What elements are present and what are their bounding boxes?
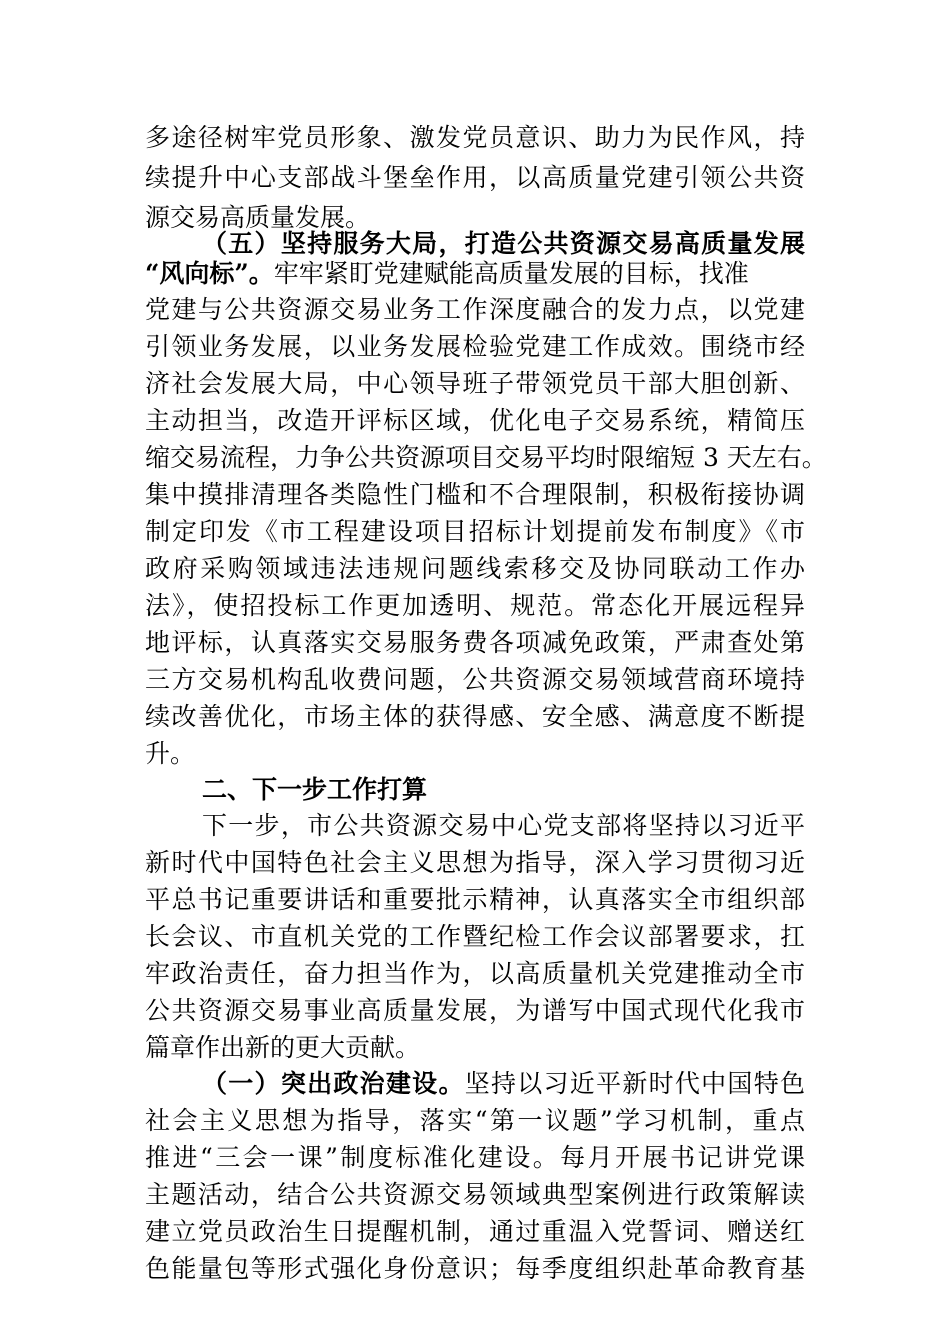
paragraph-line: 升。 <box>145 739 196 768</box>
paragraph-line: 济社会发展大局，中心领导班子带领党员干部大胆创新、 <box>145 369 805 398</box>
paragraph-line: 牢政治责任，奋力担当作为，以高质量机关党建推动全市 <box>145 959 805 988</box>
paragraph-line: 长会议、市直机关党的工作暨纪检工作会议部署要求，扛 <box>145 922 805 951</box>
paragraph-line: 建立党员政治生日提醒机制，通过重温入党誓词、赠送红 <box>145 1217 805 1246</box>
paragraph-line: 地评标，认真落实交易服务费各项减免政策，严肃查处第 <box>145 628 805 657</box>
paragraph-line: 政府采购领域违法违规问题线索移交及协同联动工作办 <box>145 554 805 583</box>
paragraph-line: 推进“三会一课”制度标准化建设。每月开展书记讲党课 <box>145 1143 805 1172</box>
paragraph-line: 主动担当，改造开评标区域，优化电子交易系统，精简压 <box>145 406 805 435</box>
paragraph-line: 集中摸排清理各类隐性门槛和不合理限制，积极衔接协调 <box>145 480 805 509</box>
paragraph-line: 公共资源交易事业高质量发展，为谱写中国式现代化我市 <box>145 996 805 1025</box>
paragraph-line: 制定印发《市工程建设项目招标计划提前发布制度》《市 <box>145 517 805 546</box>
paragraph-line: 篇章作出新的更大贡献。 <box>145 1033 421 1062</box>
paragraph-line: 续提升中心支部战斗堡垒作用，以高质量党建引领公共资 <box>145 163 805 192</box>
paragraph-line: 党建与公共资源交易业务工作深度融合的发力点，以党建 <box>145 295 805 324</box>
subsection-one-text-start: 坚持以习近平新时代中国特色 <box>464 1069 805 1098</box>
paragraph-line: 色能量包等形式强化身份意识；每季度组织赴革命教育基 <box>145 1254 805 1283</box>
paragraph-line: 主题活动，结合公共资源交易领域典型案例进行政策解读 <box>145 1180 805 1209</box>
paragraph-line: 法》，使招投标工作更加透明、规范。常态化开展远程异 <box>145 591 805 620</box>
paragraph-line: 下一步，市公共资源交易中心党支部将坚持以习近平 <box>202 811 805 840</box>
section-five-heading: （五）坚持服务大局，打造公共资源交易高质量发展 <box>202 229 805 258</box>
paragraph-line: 平总书记重要讲话和重要批示精神，认真落实全市组织部 <box>145 885 805 914</box>
paragraph-line: 社会主义思想为指导，落实“第一议题”学习机制，重点 <box>145 1106 805 1135</box>
paragraph-line: 缩交易流程，力争公共资源项目交易平均时限缩短 3 天左右。 <box>145 443 827 472</box>
paragraph-line: 多途径树牢党员形象、激发党员意识、助力为民作风，持 <box>145 123 805 152</box>
section-five-text-start: 牢牢紧盯党建赋能高质量发展的目标，找准 <box>273 259 749 288</box>
paragraph-line: 源交易高质量发展。 <box>145 203 371 232</box>
paragraph-line-mixed <box>145 254 805 294</box>
section-two-heading: 二、下一步工作打算 <box>202 775 428 804</box>
paragraph-line: 续改善优化，市场主体的获得感、安全感、满意度不断提 <box>145 702 805 731</box>
section-five-heading-end: “风向标”。 <box>145 259 274 288</box>
paragraph-line: 引领业务发展，以业务发展检验党建工作成效。围绕市经 <box>145 332 805 361</box>
paragraph-line: 三方交易机构乱收费问题，公共资源交易领域营商环境持 <box>145 665 805 694</box>
subsection-one-heading: （一）突出政治建设。 <box>202 1069 465 1098</box>
paragraph-line: 新时代中国特色社会主义思想为指导，深入学习贯彻习近 <box>145 848 805 877</box>
paragraph-line-mixed <box>202 1064 805 1104</box>
